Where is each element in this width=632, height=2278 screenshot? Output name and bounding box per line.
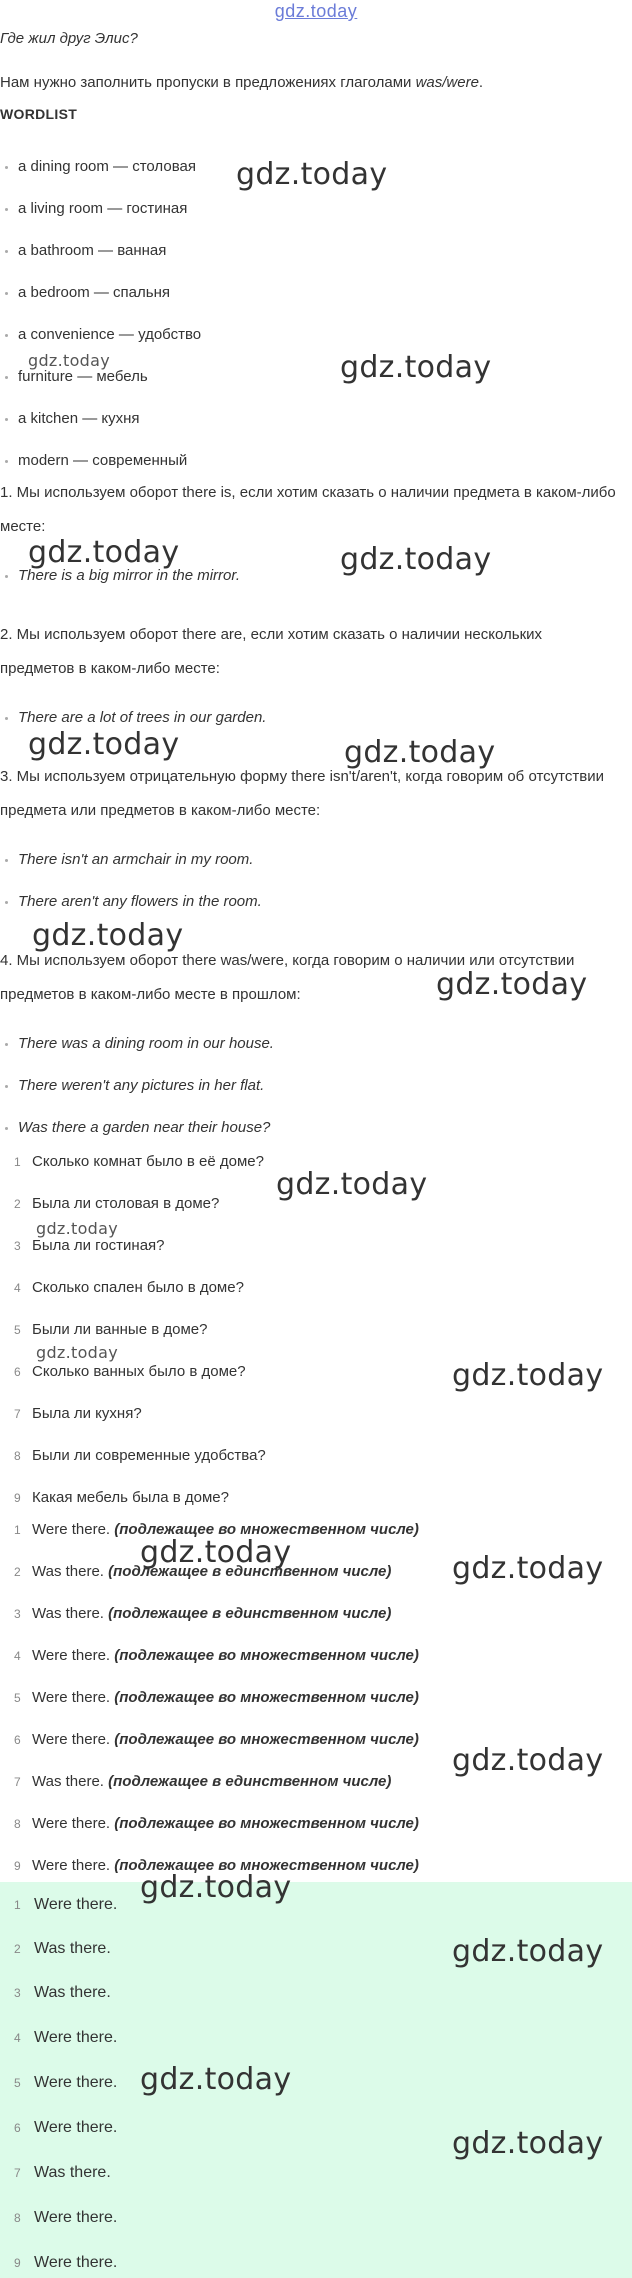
answer-note: (подлежащее в единственном числе) bbox=[108, 1773, 392, 1790]
answer-text: Were there. bbox=[32, 1731, 115, 1748]
answer-text: Were there. bbox=[34, 2254, 118, 2271]
watermark: gdz.today bbox=[28, 727, 180, 762]
rule-example: There isn't an armchair in my room. bbox=[18, 851, 254, 868]
item-number: 1 bbox=[14, 1523, 21, 1537]
watermark: gdz.today bbox=[36, 1343, 118, 1362]
answer-text: Were there. bbox=[34, 2119, 118, 2136]
list-item bbox=[0, 1772, 391, 1792]
item-number: 4 bbox=[14, 2031, 21, 2045]
watermark: gdz.today bbox=[344, 735, 496, 770]
item-number: 8 bbox=[14, 1449, 21, 1463]
wordlist-item: a convenience — удобство bbox=[18, 326, 202, 343]
question-text: Была ли гостиная? bbox=[32, 1237, 165, 1254]
list-item bbox=[0, 2027, 117, 2049]
answer-note: (подлежащее в единственном числе) bbox=[108, 1605, 392, 1622]
wordlist-item: a kitchen — кухня bbox=[18, 410, 140, 427]
list-item bbox=[0, 1278, 244, 1298]
wordlist-item: a dining room — столовая bbox=[18, 158, 196, 175]
answer-text: Were there. bbox=[34, 2029, 118, 2046]
question-text: Сколько комнат было в её доме? bbox=[32, 1153, 264, 1170]
wordlist-item: modern — современный bbox=[18, 452, 188, 469]
list-item bbox=[0, 1646, 419, 1666]
rule-example: There are a lot of trees in our garden. bbox=[18, 709, 267, 726]
grammar-rule-2: 2. Мы используем оборот there are, если хотим сказать о наличии нескольких предметов в каком-либо месте: bbox=[0, 626, 543, 677]
list-item bbox=[0, 2207, 117, 2229]
grammar-rule-3: 3. Мы используем отрицательную форму there isn't/aren't, когда говорим об отсутствии предмета или предметов в каком-либо месте: bbox=[0, 768, 604, 819]
answer-note: (подлежащее во множественном числе) bbox=[114, 1815, 419, 1832]
item-number: 2 bbox=[14, 1942, 21, 1956]
list-item bbox=[0, 2252, 117, 2274]
rule-example: There aren't any flowers in the room. bbox=[18, 893, 262, 910]
item-number: 1 bbox=[14, 1155, 21, 1169]
list-item bbox=[0, 2162, 111, 2184]
answer-text: Were there. bbox=[34, 2074, 118, 2091]
item-number: 4 bbox=[14, 1281, 21, 1295]
list-item bbox=[0, 2072, 117, 2094]
answer-text: Was there. bbox=[32, 1563, 109, 1580]
item-number: 3 bbox=[14, 1239, 21, 1253]
answer-text: Were there. bbox=[32, 1689, 115, 1706]
item-number: 9 bbox=[14, 1859, 21, 1873]
list-item bbox=[0, 1236, 165, 1256]
answer-note: (подлежащее во множественном числе) bbox=[114, 1731, 419, 1748]
list-item bbox=[0, 1938, 111, 1960]
wordlist-item: a bedroom — спальня bbox=[18, 284, 170, 301]
item-number: 8 bbox=[14, 1817, 21, 1831]
item-number: 9 bbox=[14, 2256, 21, 2270]
task-title: Где жил друг Элис? bbox=[0, 30, 138, 47]
watermark: gdz.today bbox=[452, 1551, 604, 1586]
list-item bbox=[0, 1362, 246, 1382]
wordlist-item: a bathroom — ванная bbox=[18, 242, 167, 259]
item-number: 6 bbox=[14, 1733, 21, 1747]
site-logo[interactable]: gdz.today bbox=[274, 1, 358, 21]
list-item bbox=[0, 1814, 419, 1834]
question-text: Была ли кухня? bbox=[32, 1405, 142, 1422]
item-number: 9 bbox=[14, 1491, 21, 1505]
answer-note: (подлежащее во множественном числе) bbox=[114, 1521, 419, 1538]
item-number: 4 bbox=[14, 1649, 21, 1663]
list-item bbox=[0, 1446, 266, 1466]
list-item bbox=[0, 1194, 219, 1214]
item-number: 7 bbox=[14, 1407, 21, 1421]
watermark: gdz.today bbox=[236, 157, 388, 192]
question-text: Была ли столовая в доме? bbox=[32, 1195, 220, 1212]
item-number: 1 bbox=[14, 1898, 21, 1912]
answer-text: Were there. bbox=[34, 2209, 118, 2226]
watermark: gdz.today bbox=[140, 1870, 292, 1905]
watermark: gdz.today bbox=[452, 1934, 604, 1969]
rule-example: There weren't any pictures in her flat. bbox=[18, 1077, 265, 1094]
list-item bbox=[0, 1152, 264, 1172]
watermark: gdz.today bbox=[452, 1743, 604, 1778]
list-item bbox=[0, 2117, 117, 2139]
intro-end: . bbox=[478, 74, 484, 91]
item-number: 7 bbox=[14, 1775, 21, 1789]
watermark: gdz.today bbox=[340, 350, 492, 385]
answer-note: (подлежащее в единственном числе) bbox=[108, 1563, 392, 1580]
list-item bbox=[0, 1604, 391, 1624]
wordlist-item: furniture — мебель bbox=[18, 368, 148, 385]
answer-text: Were there. bbox=[32, 1521, 115, 1538]
answer-text: Was there. bbox=[32, 1605, 109, 1622]
list-item bbox=[0, 1982, 111, 2004]
task-intro bbox=[0, 74, 483, 91]
item-number: 2 bbox=[14, 1197, 21, 1211]
watermark: gdz.today bbox=[276, 1167, 428, 1202]
list-item bbox=[0, 1488, 229, 1508]
answer-text: Was there. bbox=[34, 2164, 111, 2181]
watermark: gdz.today bbox=[140, 2062, 292, 2097]
item-number: 6 bbox=[14, 2121, 21, 2135]
item-number: 3 bbox=[14, 1986, 21, 2000]
answer-text: Were there. bbox=[32, 1815, 115, 1832]
watermark: gdz.today bbox=[452, 2126, 604, 2161]
rule-example: Was there a garden near their house? bbox=[18, 1119, 271, 1136]
intro-text: Нам нужно заполнить пропуски в предложениях глаголами bbox=[0, 74, 416, 91]
question-text: Были ли ванные в доме? bbox=[32, 1321, 208, 1338]
watermark: gdz.today bbox=[28, 535, 180, 570]
answer-note: (подлежащее во множественном числе) bbox=[114, 1857, 419, 1874]
answer-note: (подлежащее во множественном числе) bbox=[114, 1689, 419, 1706]
question-text: Сколько ванных было в доме? bbox=[32, 1363, 246, 1380]
question-text: Какая мебель была в доме? bbox=[32, 1489, 229, 1506]
answer-text: Was there. bbox=[32, 1773, 109, 1790]
answer-text: Was there. bbox=[34, 1984, 111, 2001]
watermark: gdz.today bbox=[140, 1535, 292, 1570]
item-number: 3 bbox=[14, 1607, 21, 1621]
item-number: 2 bbox=[14, 1565, 21, 1579]
rule-example: There was a dining room in our house. bbox=[18, 1035, 274, 1052]
wordlist-heading: WORDLIST bbox=[0, 106, 78, 122]
rule-example: There is a big mirror in the mirror. bbox=[18, 567, 240, 584]
watermark: gdz.today bbox=[436, 967, 588, 1002]
answer-text: Were there. bbox=[32, 1857, 115, 1874]
watermark: gdz.today bbox=[340, 542, 492, 577]
list-item bbox=[0, 1320, 207, 1340]
question-text: Были ли современные удобства? bbox=[32, 1447, 266, 1464]
answer-text: Were there. bbox=[32, 1647, 115, 1664]
watermark: gdz.today bbox=[36, 1219, 118, 1238]
item-number: 8 bbox=[14, 2211, 21, 2225]
answer-text: Were there. bbox=[34, 1896, 118, 1913]
answer-text: Was there. bbox=[34, 1940, 111, 1957]
item-number: 7 bbox=[14, 2166, 21, 2180]
item-number: 6 bbox=[14, 1365, 21, 1379]
answer-note: (подлежащее во множественном числе) bbox=[114, 1647, 419, 1664]
list-item bbox=[0, 1730, 419, 1750]
intro-emphasis: was/were bbox=[415, 74, 479, 91]
grammar-rule-4: 4. Мы используем оборот there was/were, когда говорим о наличии или отсутствии предметов в каком-либо месте в прошлом: bbox=[0, 952, 575, 1003]
list-item bbox=[0, 1404, 142, 1424]
watermark: gdz.today bbox=[32, 918, 184, 953]
item-number: 5 bbox=[14, 1691, 21, 1705]
wordlist-item: a living room — гостиная bbox=[18, 200, 188, 217]
grammar-rule-1: 1. Мы используем оборот there is, если хотим сказать о наличии предмета в каком-либо месте: bbox=[0, 484, 616, 535]
item-number: 5 bbox=[14, 2076, 21, 2090]
watermark: gdz.today bbox=[452, 1358, 604, 1393]
list-item bbox=[0, 1688, 419, 1708]
list-item bbox=[0, 1894, 117, 1916]
watermark: gdz.today bbox=[28, 351, 110, 370]
item-number: 5 bbox=[14, 1323, 21, 1337]
question-text: Сколько спален было в доме? bbox=[32, 1279, 244, 1296]
